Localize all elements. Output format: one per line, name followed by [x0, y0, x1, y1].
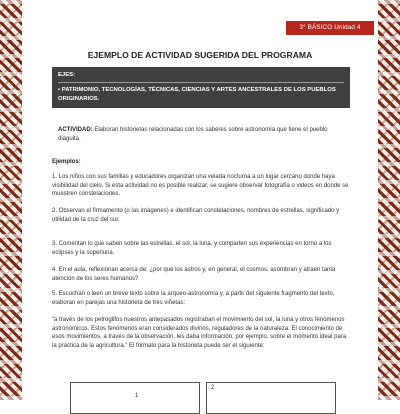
example-paragraph-2: 2. Observan el firmamento (o las imágenes) e identifican constelaciones, nombres de estrellas, significado y utilidad de la cruz del sur.: [52, 208, 340, 223]
ejes-divider: [58, 82, 344, 83]
comic-frame-2: [206, 382, 336, 414]
decorative-border-right: [378, 0, 400, 400]
activity-text: Elaboran historietas relacionadas con los saberes sobre astronomía que tiene el pueblo diaguita.: [58, 127, 328, 142]
example-paragraph-1: 1. Los niños con sus familias y educadores organizan una velada nocturna a un lugar cercano donde haya visibilidad del cielo. Si esta actividad no es posible realizar, se sugiere observar fotografía o videos en donde se muestren constelaciones.: [52, 174, 349, 198]
ejes-box: [52, 67, 350, 108]
example-paragraph-4: 4. En el aula, reflexionan acerca de: ¿por qué los astros y, en general, el cosmos, asombran y atraen tanta atención de los seres humanos?: [52, 267, 336, 282]
activity-description: [58, 126, 340, 143]
examples-heading: Ejemplos:: [52, 159, 81, 165]
unit-badge: 3° BÁSICO Unidad 4: [286, 21, 374, 35]
example-paragraph-3: 3. Comentan lo que saben sobre las estrellas, el sol, la luna, y comparten sus experiencias en torno a los eclipses y la superluna.: [52, 241, 332, 256]
comic-frame-1: [70, 382, 200, 414]
comic-frame-2-number: 2: [211, 385, 215, 391]
page-title: EJEMPLO DE ACTIVIDAD SUGERIDA DEL PROGRAMA: [87, 50, 313, 60]
ejes-item: • PATRIMONIO, TECNOLOGÍAS, TÉCNICAS, CIENCIAS Y ARTES ANCESTRALES DE LOS PUEBLOS ORIGINARIOS.: [58, 87, 336, 102]
activity-label: ACTIVIDAD:: [58, 127, 93, 133]
decorative-border-left: [0, 0, 22, 400]
example-paragraph-5: 5. Escuchan o leen un breve texto sobre la arqueo-astronomía y, a partir del siguiente fragmento del texto, elaboran en parejas una historieta de tres viñetas:: [52, 291, 335, 306]
ejes-label: EJES:: [58, 72, 76, 78]
comic-frame-1-number: 1: [135, 393, 139, 399]
quote-paragraph: “a través de los petroglifos nuestros antepasados registraban el movimiento del sol, la luna y otros fenómenos astronómicos. Estos fenómenos eran considerados divinos, reguladores de la naturaleza. El conocimiento de esos movimientos, a través de la observación, les daba información, por ejemplo, sobre el momento ideal para la práctica de la agricultura.” El formato para la historieta puede ser el siguiente:: [52, 317, 347, 349]
